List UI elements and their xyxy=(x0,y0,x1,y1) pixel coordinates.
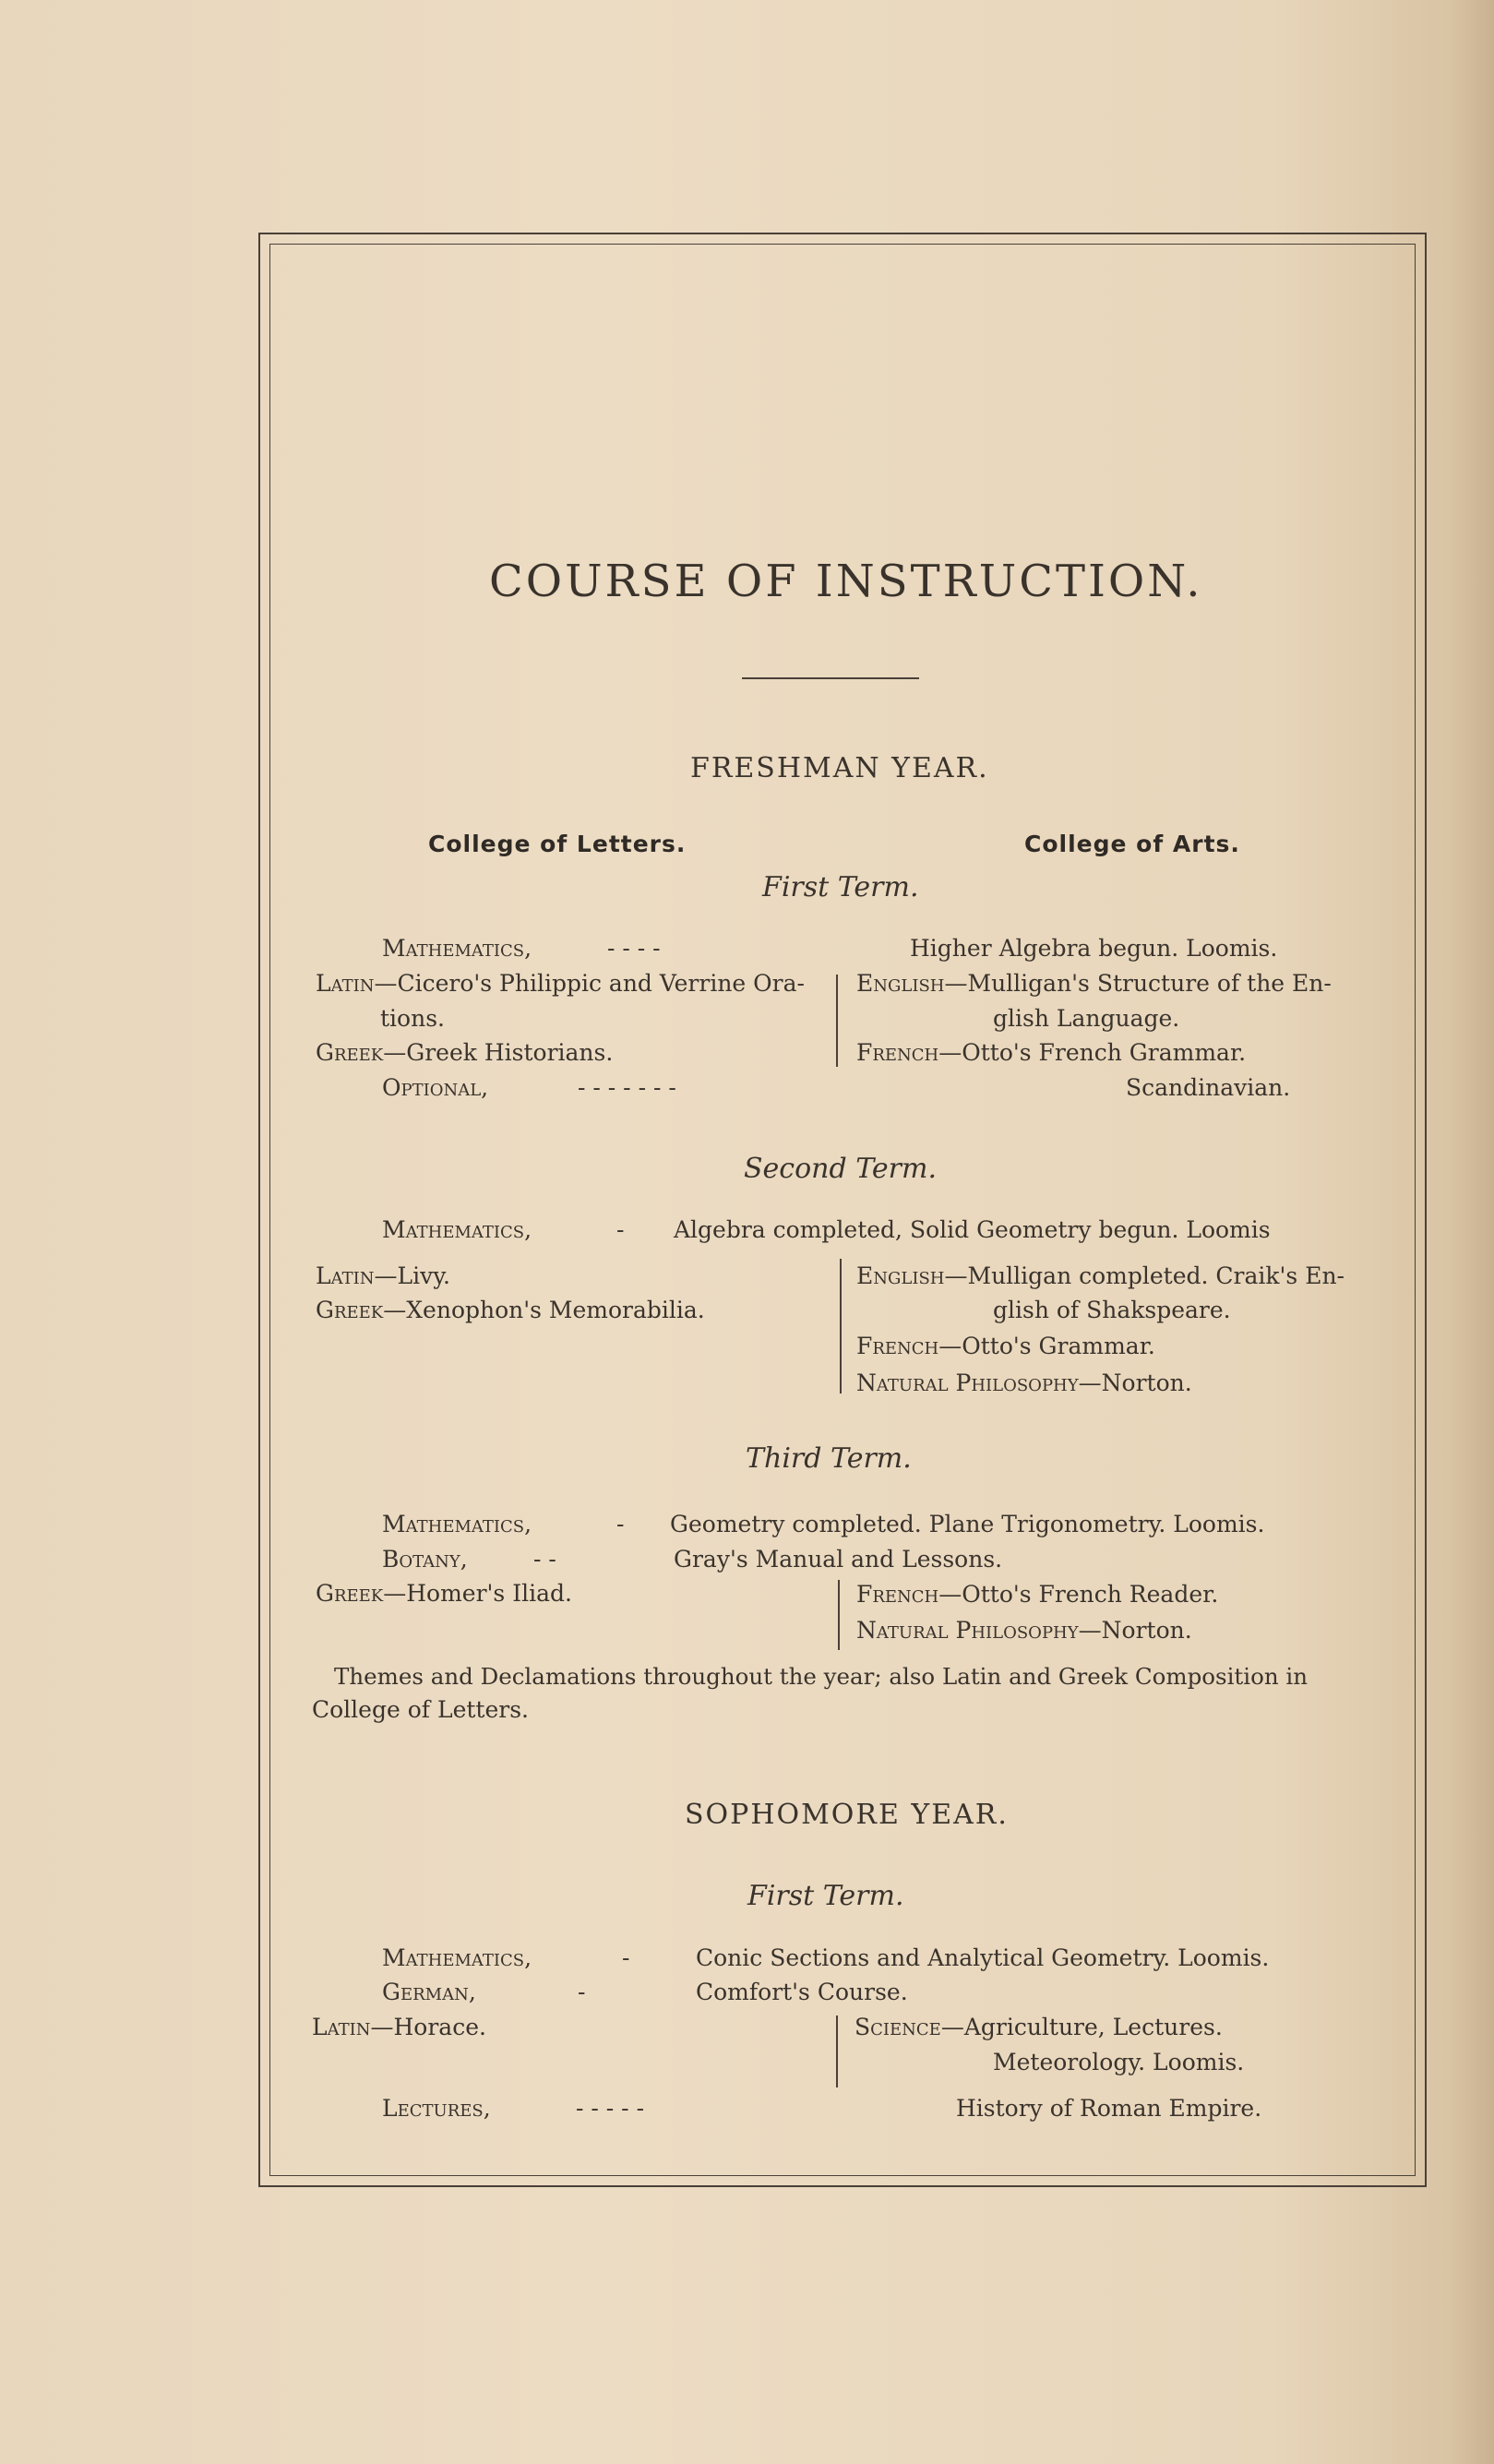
st-greek-text: —Xenophon's Memorabilia. xyxy=(383,1297,705,1323)
themes-line-1: Themes and Declamations throughout the year; also Latin and Greek Composition in xyxy=(334,1663,1309,1690)
so-math-text: Conic Sections and Analytical Geometry. Loomis. xyxy=(696,1944,1270,1971)
ft-french-line xyxy=(856,1039,1246,1067)
so-science-cont: Meteorology. Loomis. xyxy=(993,2049,1245,2075)
ft-latin-cont: tions. xyxy=(380,1005,445,1032)
title-rule xyxy=(742,677,919,679)
ft-math-dashes: - - - - xyxy=(607,935,661,962)
st-math-text: Algebra completed, Solid Geometry begun. Loomis xyxy=(674,1216,1271,1243)
tt-math-label: Mathematics, xyxy=(382,1511,532,1537)
ft-english-text: —Mulligan's Structure of the En- xyxy=(944,970,1332,997)
st-math-dashes: - xyxy=(616,1216,625,1243)
tt-natphil-label: Natural Philosophy xyxy=(856,1617,1079,1644)
tt-french-text: —Otto's French Reader. xyxy=(938,1581,1219,1608)
so-latin-text: —Horace. xyxy=(370,2014,486,2040)
st-french-text: —Otto's Grammar. xyxy=(938,1333,1155,1359)
tt-botany-label: Botany, xyxy=(382,1546,468,1573)
so-column-divider xyxy=(836,2015,838,2087)
st-latin-line xyxy=(316,1262,450,1290)
freshman-third-term-heading: Third Term. xyxy=(746,1442,912,1475)
ft-greek-label: Greek xyxy=(316,1039,384,1066)
so-lectures-dashes: - - - - - xyxy=(576,2095,645,2122)
st-english-cont: glish of Shakspeare. xyxy=(993,1297,1231,1323)
so-math-dashes: - xyxy=(622,1944,630,1971)
tt-math-text: Geometry completed. Plane Trigonometry. Loomis. xyxy=(670,1511,1265,1537)
ft-french-text: —Otto's French Grammar. xyxy=(938,1039,1247,1066)
ft-greek-line xyxy=(316,1039,613,1067)
ft-greek-text: —Greek Historians. xyxy=(383,1039,614,1066)
tt-botany-dashes: - - xyxy=(533,1546,556,1573)
st-greek-label: Greek xyxy=(316,1297,384,1323)
tt-french-line xyxy=(856,1581,1218,1609)
so-german-label: German, xyxy=(382,1979,476,2005)
tt-natphil-text: —Norton. xyxy=(1078,1617,1192,1644)
st-math-label: Mathematics, xyxy=(382,1216,532,1243)
so-german-dashes: - xyxy=(578,1979,586,2005)
so-german-text: Comfort's Course. xyxy=(696,1979,908,2005)
tt-french-label: French xyxy=(856,1581,939,1608)
st-latin-text: —Livy. xyxy=(374,1262,450,1289)
themes-line-2: College of Letters. xyxy=(312,1696,529,1723)
st-french-label: French xyxy=(856,1333,939,1359)
st-english-line xyxy=(856,1262,1345,1290)
st-natphil-text: —Norton. xyxy=(1078,1370,1192,1396)
ft-latin-text: —Cicero's Philippic and Verrine Ora- xyxy=(374,970,805,997)
st-natphil-line xyxy=(856,1370,1192,1397)
so-science-text: —Agriculture, Lectures. xyxy=(940,2014,1223,2040)
st-english-label: English xyxy=(856,1262,945,1289)
so-science-label: Science xyxy=(855,2014,941,2040)
st-column-divider xyxy=(840,1259,842,1393)
st-english-text: —Mulligan completed. Craik's En- xyxy=(944,1262,1345,1289)
page-title: COURSE OF INSTRUCTION. xyxy=(489,556,1203,607)
ft-optional-dashes: - - - - - - - xyxy=(578,1074,676,1101)
st-natphil-label: Natural Philosophy xyxy=(856,1370,1079,1396)
tt-greek-label: Greek xyxy=(316,1580,384,1607)
ft-column-divider xyxy=(836,975,838,1067)
ft-optional-label: Optional, xyxy=(382,1074,489,1101)
ft-english-line xyxy=(856,970,1332,998)
ft-english-cont: glish Language. xyxy=(993,1005,1180,1032)
sophomore-heading: SOPHOMORE YEAR. xyxy=(685,1799,1009,1831)
ft-latin-label: Latin xyxy=(316,970,375,997)
tt-greek-text: —Homer's Iliad. xyxy=(383,1580,572,1607)
ft-optional-text: Scandinavian. xyxy=(1126,1074,1291,1101)
tt-botany-text: Gray's Manual and Lessons. xyxy=(674,1546,1003,1573)
so-latin-line xyxy=(312,2014,486,2041)
freshman-first-term-heading: First Term. xyxy=(762,871,919,903)
so-lectures-label: Lectures, xyxy=(382,2095,491,2122)
st-greek-line xyxy=(316,1297,705,1324)
st-french-line xyxy=(856,1333,1155,1360)
college-letters-heading: College of Letters. xyxy=(428,831,687,857)
ft-math-label: Mathematics, xyxy=(382,935,532,962)
college-arts-heading: College of Arts. xyxy=(1024,831,1240,857)
freshman-second-term-heading: Second Term. xyxy=(744,1153,937,1185)
st-latin-label: Latin xyxy=(316,1262,375,1289)
so-science-line xyxy=(855,2014,1223,2041)
freshman-heading: FRESHMAN YEAR. xyxy=(690,752,989,784)
tt-greek-line xyxy=(316,1580,572,1608)
ft-french-label: French xyxy=(856,1039,939,1066)
so-lectures-text: History of Roman Empire. xyxy=(956,2095,1262,2122)
so-latin-label: Latin xyxy=(312,2014,371,2040)
ft-latin-line xyxy=(316,970,805,998)
so-math-label: Mathematics, xyxy=(382,1944,532,1971)
tt-natphil-line xyxy=(856,1617,1192,1645)
tt-math-dashes: - xyxy=(616,1511,625,1537)
ft-math-text: Higher Algebra begun. Loomis. xyxy=(910,935,1278,962)
ft-english-label: English xyxy=(856,970,945,997)
tt-column-divider xyxy=(838,1580,840,1650)
sophomore-first-term-heading: First Term. xyxy=(747,1880,904,1912)
